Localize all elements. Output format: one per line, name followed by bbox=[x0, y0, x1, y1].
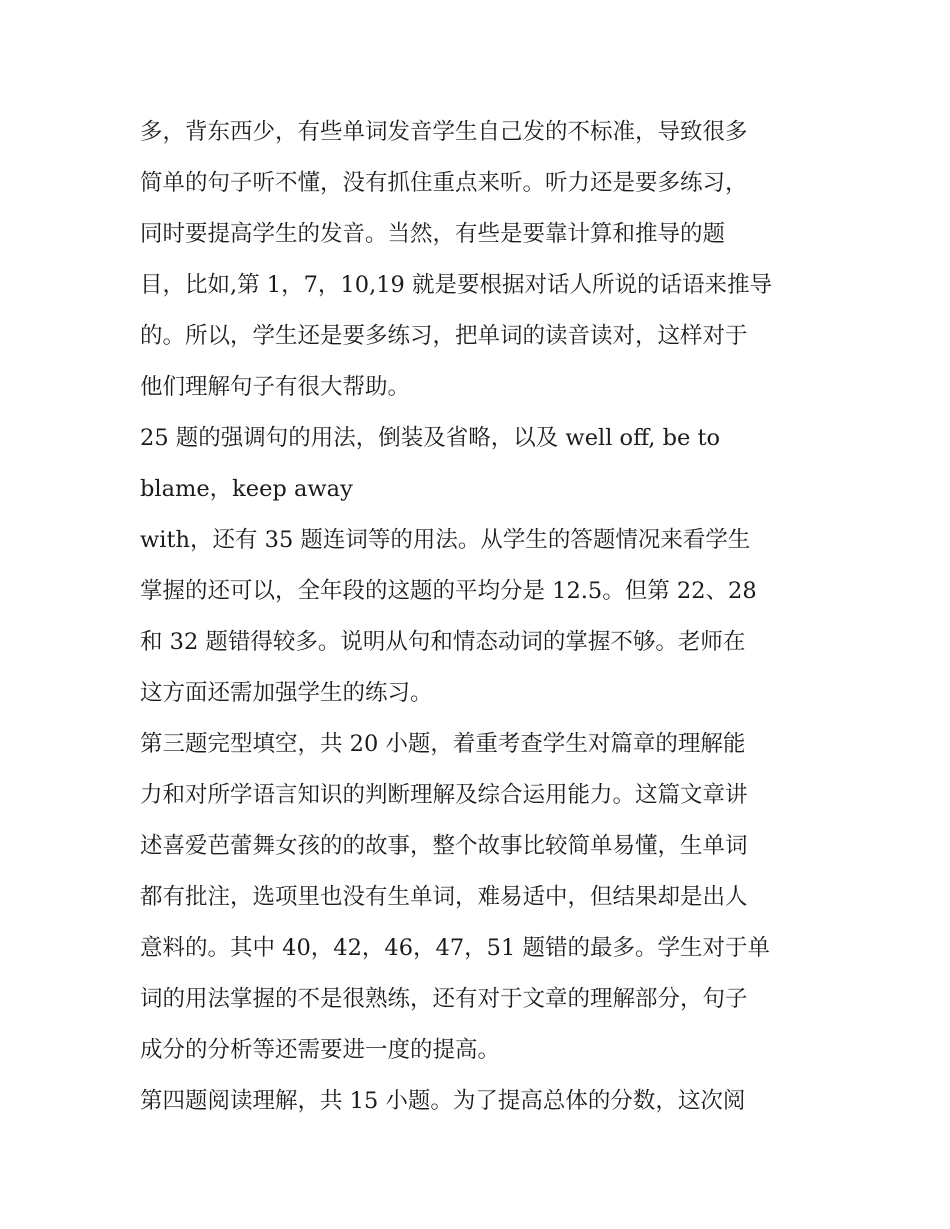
text-line: 第四题阅读理解，共 15 小题。为了提高总体的分数，这次阅 bbox=[140, 1088, 746, 1114]
text-line: 的。所以，学生还是要多练习，把单词的读音读对，这样对于 bbox=[140, 323, 748, 349]
text-line: 同时要提高学生的发音。当然，有些是要靠计算和推导的题 bbox=[140, 221, 726, 247]
text-line: 25 题的强调句的用法，倒装及省略，以及 well off, be to bbox=[140, 425, 721, 451]
text-line: with，还有 35 题连词等的用法。从学生的答题情况来看学生 bbox=[140, 527, 751, 553]
text-line: 和 32 题错得较多。说明从句和情态动词的掌握不够。老师在 bbox=[140, 629, 746, 655]
text-line: 词的用法掌握的不是很熟练，还有对于文章的理解部分，句子 bbox=[140, 986, 748, 1012]
text-line: 第三题完型填空，共 20 小题，着重考查学生对篇章的理解能 bbox=[140, 731, 746, 757]
text-line: 简单的句子听不懂，没有抓住重点来听。听力还是要多练习， bbox=[140, 170, 748, 196]
text-line: 这方面还需加强学生的练习。 bbox=[140, 680, 433, 706]
body-text bbox=[140, 107, 820, 1127]
text-line: blame，keep away bbox=[140, 476, 353, 502]
text-line: 力和对所学语言知识的判断理解及综合运用能力。这篇文章讲 bbox=[140, 782, 748, 808]
text-line: 意料的。其中 40，42，46，47，51 题错的最多。学生对于单 bbox=[140, 935, 770, 961]
text-line: 掌握的还可以，全年段的这题的平均分是 12.5。但第 22、28 bbox=[140, 578, 757, 604]
text-line: 述喜爱芭蕾舞女孩的的故事，整个故事比较简单易懂，生单词 bbox=[140, 833, 748, 859]
text-line: 他们理解句子有很大帮助。 bbox=[140, 374, 411, 400]
text-line: 都有批注，选项里也没有生单词，难易适中，但结果却是出人 bbox=[140, 884, 748, 910]
text-line: 多，背东西少，有些单词发音学生自己发的不标准，导致很多 bbox=[140, 119, 748, 145]
text-line: 成分的分析等还需要进一度的提高。 bbox=[140, 1037, 501, 1063]
text-line: 目，比如,第 1，7，10,19 就是要根据对话人所说的话语来推导 bbox=[140, 272, 773, 298]
